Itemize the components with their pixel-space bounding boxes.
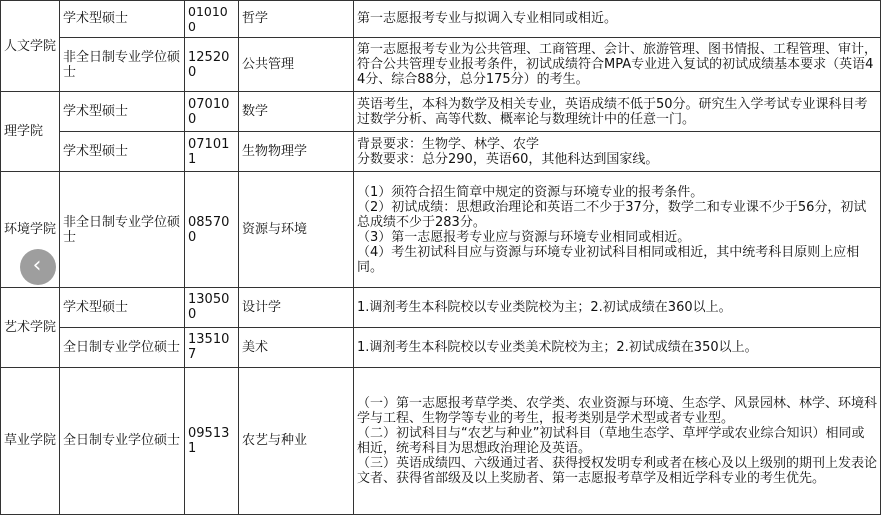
requirement-line: 背景要求：生物学、林学、农学 [357,136,540,152]
major-code-cell: 085700 [185,172,239,288]
bottom-margin [0,515,881,525]
major-code-cell: 071011 [185,132,239,172]
major-code-cell: 135107 [185,327,239,367]
major-name-cell: 数学 [239,92,354,132]
dept-cell: 艺术学院 [1,287,60,367]
requirement-cell [354,172,881,288]
degree-type-cell: 非全日制专业学位硕士 [60,172,185,288]
requirement-cell: 1.调剂考生本科院校以专业类院校为主；2.初试成绩在360以上。 [354,287,881,327]
degree-type-cell: 全日制专业学位硕士 [60,367,185,514]
requirement-cell: 英语考生，本科为数学及相关专业，英语成绩不低于50分。研究生入学考试专业课科目考过数学分析、高等代数、概率论与数理统计中的任意一门。 [354,92,881,132]
requirement-line: （2）初试成绩：思想政治理论和英语二不少于37分，数学二和专业课不少于56分，初试总成绩不少于283分。 [357,199,867,230]
table-row [1,367,881,514]
degree-type-cell: 非全日制专业学位硕士 [60,37,185,92]
requirement-line: （3）第一志愿报考专业应与资源与环境专业相同或相近。 [357,229,691,245]
requirement-cell: 第一志愿报考专业为公共管理、工商管理、会计、旅游管理、图书情报、工程管理、审计，符合公共管理专业报考条件，初试成绩符合MPA专业进入复试的初试成绩基本要求（英语44分、综合88分，总分175分）的考生。 [354,37,881,92]
major-code-cell: 095131 [185,367,239,514]
table-row [1,287,881,327]
table-row [1,92,881,132]
major-name-cell: 农艺与种业 [239,367,354,514]
requirement-line: （三）英语成绩四、六级通过者、获得授权发明专利或者在核心及以上级别的期刊上发表论文者、获得省部级及以上奖励者、第一志愿报考草学及相近学科专业的考生优先。 [357,455,878,486]
dept-cell: 草业学院 [1,367,60,514]
major-name-cell: 设计学 [239,287,354,327]
major-name-cell: 美术 [239,327,354,367]
major-name-cell: 哲学 [239,1,354,38]
major-name-cell: 生物物理学 [239,132,354,172]
table-row [1,1,881,38]
major-code-cell: 130500 [185,287,239,327]
table-row [1,327,881,367]
table-row [1,37,881,92]
major-name-cell: 资源与环境 [239,172,354,288]
chevron-left-icon: ‹ [32,253,42,278]
degree-type-cell: 学术型硕士 [60,1,185,38]
prev-slide-button[interactable] [20,249,56,285]
major-code-cell: 010100 [185,1,239,38]
table-row [1,172,881,288]
degree-type-cell: 学术型硕士 [60,287,185,327]
requirement-cell [354,132,881,172]
table-row [1,132,881,172]
degree-type-cell: 学术型硕士 [60,132,185,172]
degree-type-cell: 学术型硕士 [60,92,185,132]
dept-cell: 理学院 [1,92,60,172]
dept-cell: 人文学院 [1,1,60,92]
dept-cell: 环境学院 [1,172,60,288]
degree-type-cell: 全日制专业学位硕士 [60,327,185,367]
requirement-line: （1）须符合招生简章中规定的资源与环境专业的报考条件。 [357,184,704,200]
requirement-cell [354,367,881,514]
major-code-cell: 070100 [185,92,239,132]
requirement-line: （二）初试科目与“农艺与种业”初试科目（草地生态学、草坪学或农业综合知识）相同或相近，统考科目为思想政治理论及英语。 [357,425,865,456]
requirement-cell: 1.调剂考生本科院校以专业类美术院校为主；2.初试成绩在350以上。 [354,327,881,367]
requirement-line: （4）考生初试科目应与资源与环境专业初试科目相同或相近，其中统考科目原则上应相同。 [357,244,860,275]
major-code-cell: 125200 [185,37,239,92]
requirement-line: 分数要求：总分290，英语60，其他科达到国家线。 [357,151,659,167]
requirement-cell: 第一志愿报考专业与拟调入专业相同或相近。 [354,1,881,38]
major-name-cell: 公共管理 [239,37,354,92]
requirement-line: （一）第一志愿报考草学类、农学类、农业资源与环境、生态学、风景园林、林学、环境科学与工程、生物学等专业的考生，报考类别是学术型或者专业型。 [357,395,878,426]
